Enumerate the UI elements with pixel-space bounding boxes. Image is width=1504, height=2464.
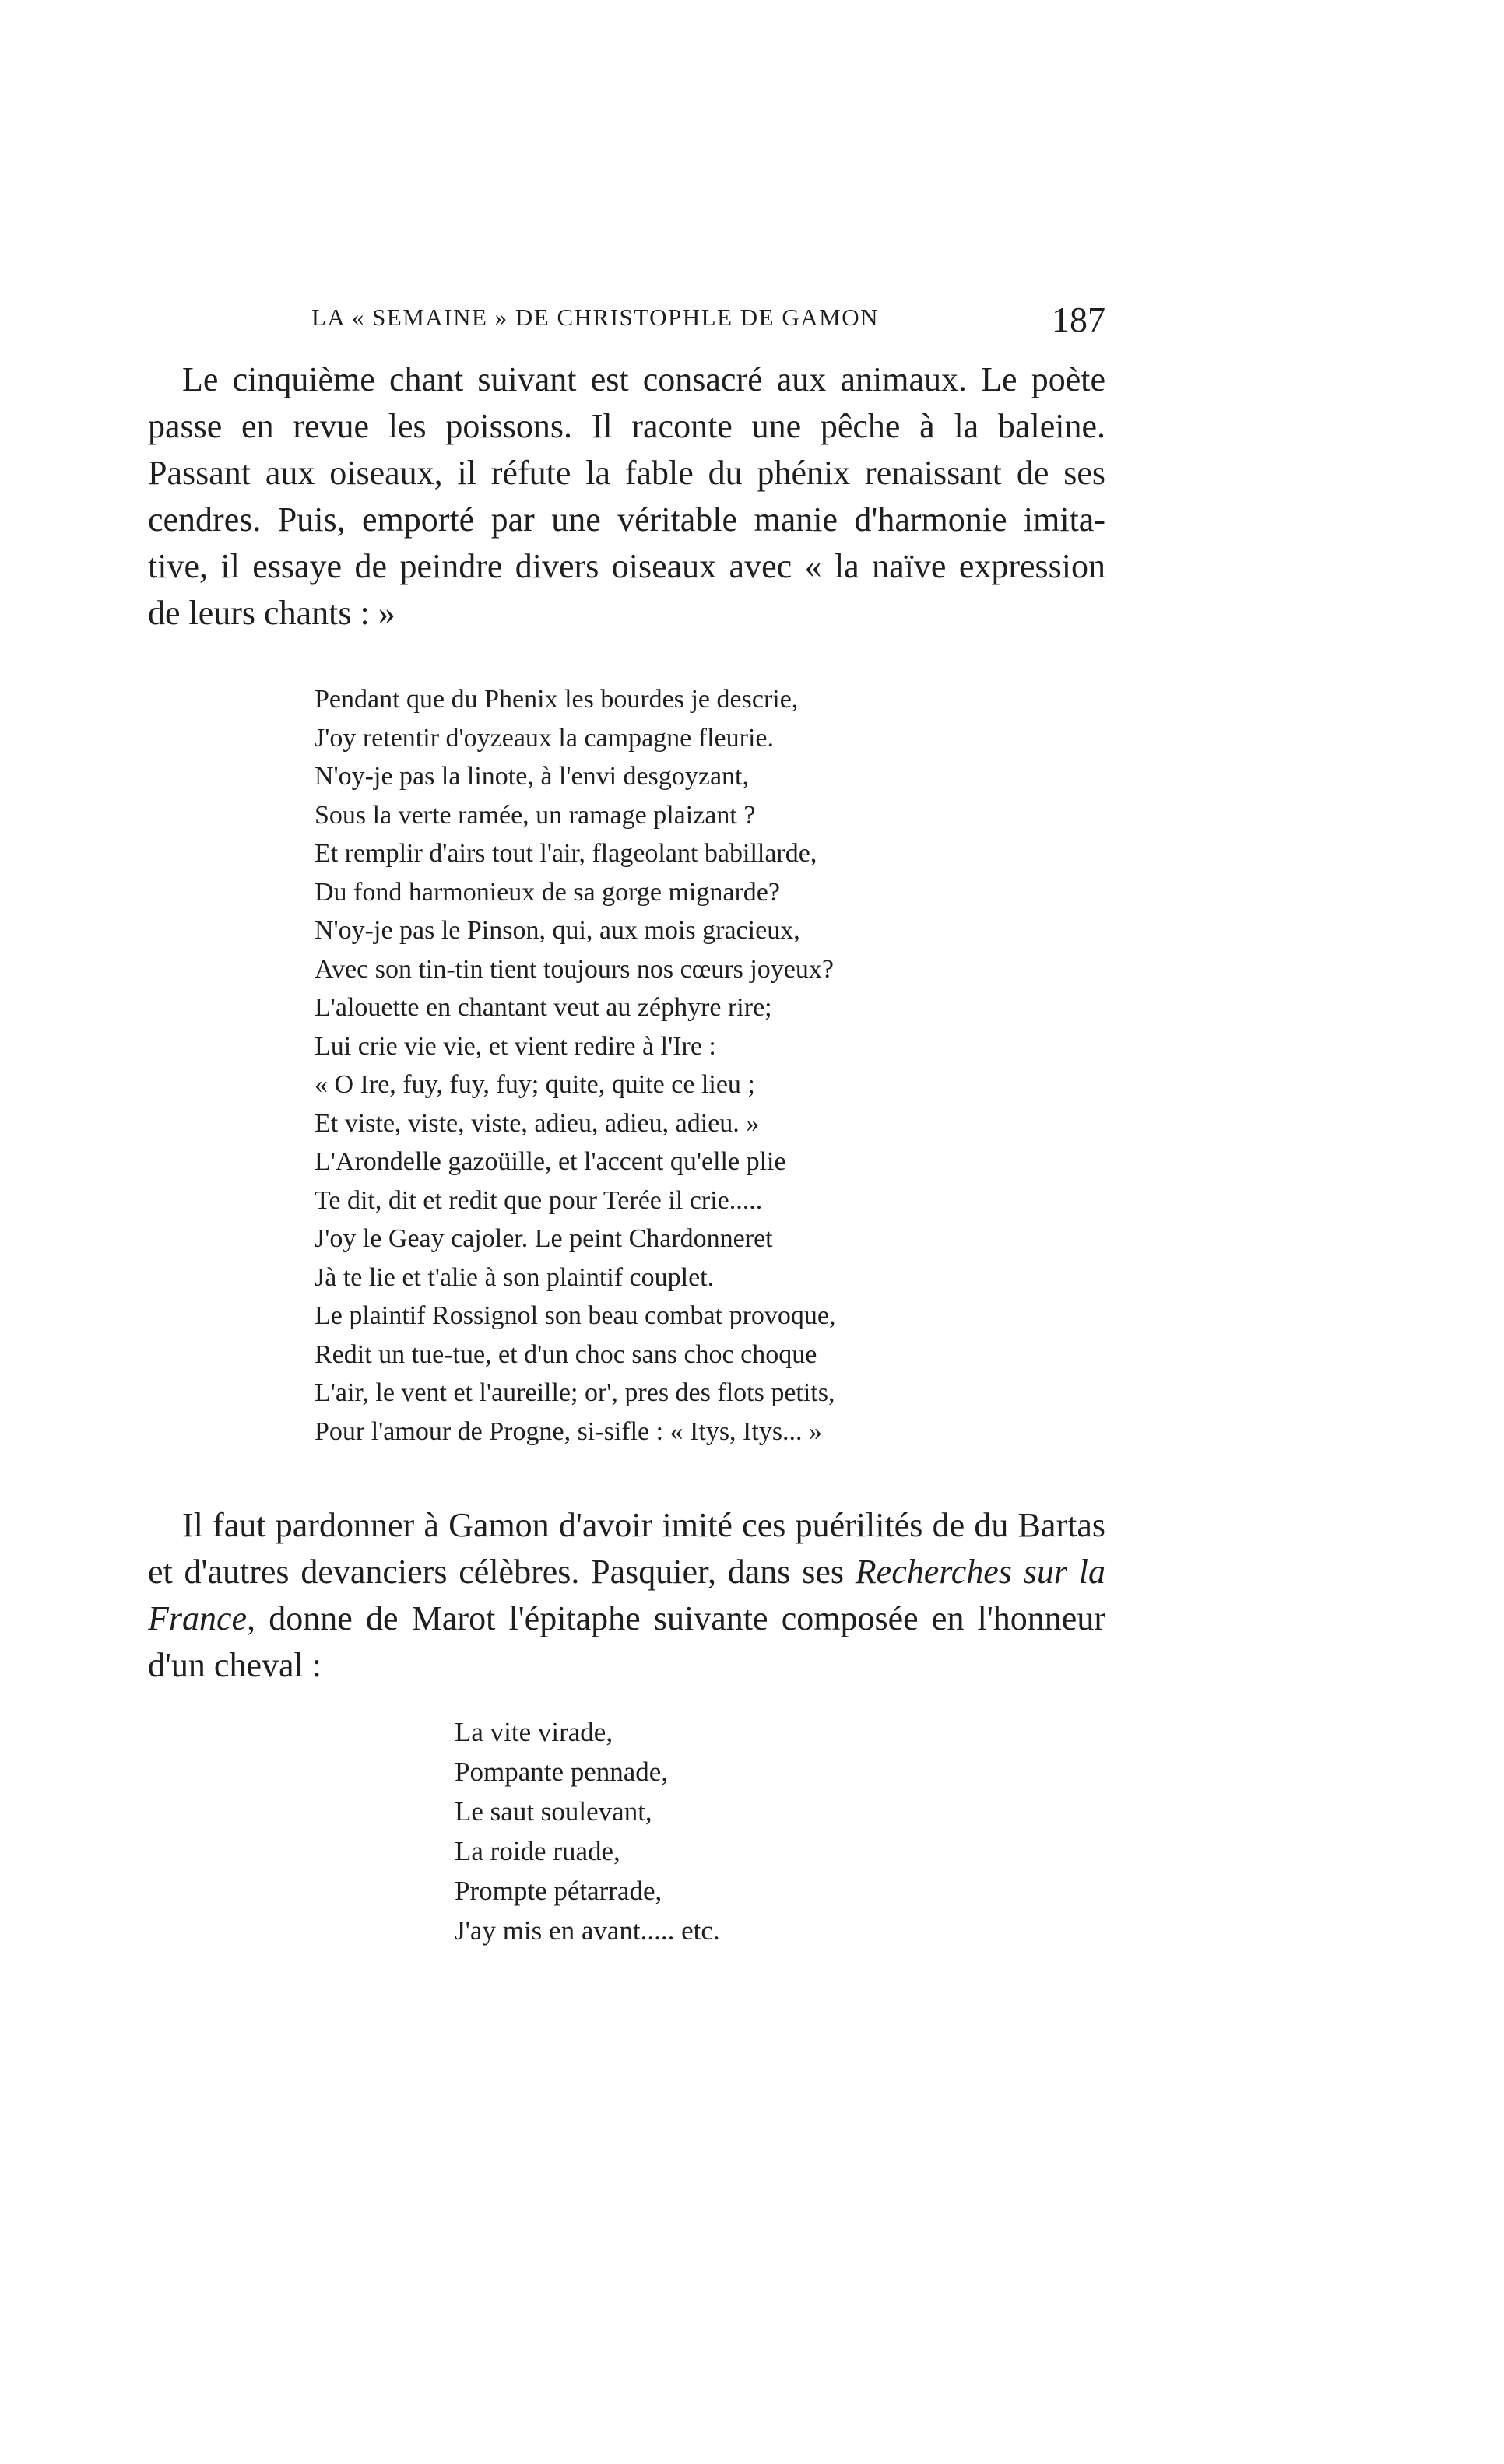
verse-line: Et viste, viste, viste, adieu, adieu, adieu. »	[315, 1108, 760, 1138]
verse-line: N'oy-je pas la linote, à l'envi desgoyzant,	[315, 762, 749, 791]
verse-line: N'oy-je pas le Pinson, qui, aux mois gracieux,	[315, 916, 800, 945]
verse-line: J'ay mis en avant..... etc.	[455, 1915, 720, 1946]
verse-line: L'air, le vent et l'aureille; or', pres des flots petits,	[315, 1378, 835, 1407]
paragraph-line	[148, 1595, 1105, 1642]
verse-line: J'oy retentir d'oyzeaux la campagne fleurie.	[315, 723, 774, 753]
verse-line: Le saut soulevant,	[455, 1796, 652, 1827]
paragraph-pasquier	[148, 1502, 1105, 1689]
verse-line: Redit un tue-tue, et d'un choc sans choc choque	[315, 1339, 817, 1369]
verse-line: L'alouette en chantant veut au zéphyre rire;	[315, 993, 772, 1022]
paragraph-line	[148, 1549, 1105, 1595]
verse-line: Prompte pétarrade,	[455, 1876, 662, 1906]
verse-line: Pour l'amour de Progne, si-sifle : « Itys, Itys... »	[315, 1416, 823, 1446]
running-title: LA « SEMAINE » DE CHRISTOPHLE DE GAMON	[311, 304, 879, 331]
verse-line: « O Ire, fuy, fuy, fuy; quite, quite ce lieu ;	[315, 1070, 755, 1099]
verse-line: J'oy le Geay cajoler. Le peint Chardonneret	[315, 1224, 773, 1253]
page-number: 187	[1052, 300, 1105, 339]
verse-line: La vite virade,	[455, 1717, 613, 1747]
verse-line: Lui crie vie vie, et vient redire à l'Ire :	[315, 1031, 716, 1061]
verse-line: Et remplir d'airs tout l'air, flageolant babillarde,	[315, 839, 817, 868]
poem-quotation-birds	[315, 680, 836, 1451]
paragraph-text: donne de Marot l'épitaphe suivante composée en l'honneur	[269, 1599, 1105, 1637]
verse-line: L'Arondelle gazoüille, et l'accent qu'elle plie	[315, 1147, 786, 1176]
verse-line: Jà te lie et t'alie à son plaintif couplet.	[315, 1262, 715, 1292]
verse-line: Du fond harmonieux de sa gorge mignarde?	[315, 877, 780, 907]
verse-line: Te dit, dit et redit que pour Terée il crie.....	[315, 1185, 763, 1215]
paragraph-line: cendres. Puis, emporté par une véritable manie d'harmonie imita-	[148, 500, 1105, 539]
paragraph-line: de leurs chants : »	[148, 594, 395, 632]
paragraph-line: Passant aux oiseaux, il réfute la fable du phénix renaissant de ses	[148, 454, 1105, 492]
paragraph-line: tive, il essaye de peindre divers oiseaux avec « la naïve expression	[148, 547, 1105, 585]
book-title-italic: France,	[148, 1599, 256, 1637]
paragraph-line: Le cinquième chant suivant est consacré aux animaux. Le poète	[182, 360, 1105, 398]
paragraph-line: Il faut pardonner à Gamon d'avoir imité ces puérilités de du Bartas	[182, 1506, 1105, 1544]
running-head	[311, 299, 1105, 346]
paragraph-line: passe en revue les poissons. Il raconte une pêche à la baleine.	[148, 407, 1105, 445]
paragraph-animals	[148, 356, 1105, 637]
verse-line: Le plaintif Rossignol son beau combat provoque,	[315, 1301, 836, 1330]
verse-line: Sous la verte ramée, un ramage plaizant ?	[315, 800, 756, 830]
verse-line: La roide ruade,	[455, 1836, 620, 1866]
poem-quotation-epitaph	[455, 1712, 720, 1950]
book-title-italic: Recherches sur la	[855, 1553, 1106, 1591]
paragraph-line: d'un cheval :	[148, 1646, 322, 1684]
verse-line: Pompante pennade,	[455, 1757, 669, 1787]
verse-line: Avec son tin-tin tient toujours nos cœurs joyeux?	[315, 954, 834, 984]
paragraph-text: et d'autres devanciers célèbres. Pasquier, dans ses	[148, 1553, 844, 1591]
verse-line: Pendant que du Phenix les bourdes je descrie,	[315, 685, 799, 714]
